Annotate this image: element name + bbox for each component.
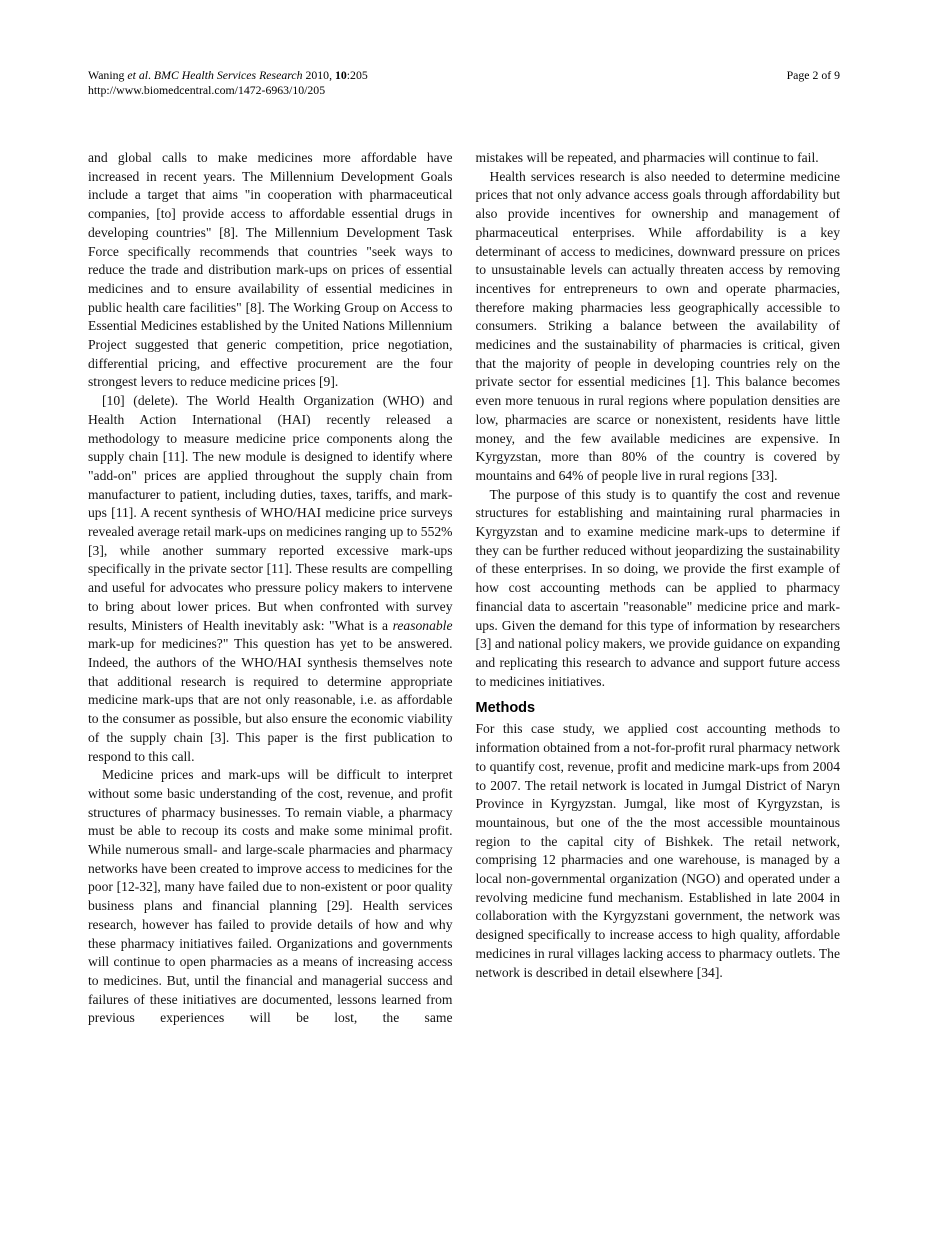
citation-line xyxy=(88,68,368,83)
citation-separator: . xyxy=(148,68,154,82)
page-number-label: Page 2 of 9 xyxy=(786,68,840,82)
paragraph: Medicine prices and mark-ups will be difficult to interpret without some basic understanding of the cost, revenue, and profit structures of pharmacy businesses. To remain viable, a pharmacy must be able to recoup its costs and make some minimal profit. While numerous small- and large-scale pharmacies and pharmacy networks have been created to improve access to medicines for the poor [12-32], many have failed due to non-existent or poor quality business plans and financial planning [29]. Health services research, however has failed to provide details of how and why these pharmacy initiatives failed. Organizations and governments will continue to open pharmacies as a means of increasing access to medicines. But, until the financial and managerial success and failures of these initiatives are documented, lessons learned from previous experiences will be lost, the same xyxy=(88,767,453,1026)
paragraph: Health services research is also needed to determine medicine prices that not only advance access goals through affordability but also provide incentives for ownership and management of pharmaceutical enterprises. While affordability is a key determinant of access to medicines, downward pressure on prices to unsustainable levels can actually threaten access by removing incentives for entrepreneurs to own and operate pharmacies, therefore making pharmacies less geographically accessible to consumers. Striking a balance between the availability of medicines and the sustainability of pharmacies is critical, given that the majority of people in developing countries rely on the private sector for essential medicines [1]. This balance becomes even more tenuous in rural regions where population densities are low, pharmacies are scarce or nonexistent, residents have little money, and the few available medicines are expensive. In Kyrgyzstan, more than 80% of the country is covered by mountains and 64% of people live in rural regions [33]. xyxy=(475,168,840,483)
citation-pages: :205 xyxy=(346,68,368,82)
citation-year: 2010, xyxy=(305,68,335,82)
paragraph: mistakes will be repeated, and pharmacies will continue to fail. xyxy=(475,150,819,165)
paragraph: and global calls to make medicines more affordable have increased in recent years. The Millennium Development Goals include a target that aims "in cooperation with pharmaceutical companies, [to] provide access to affordable essential drugs in developing countries" [8]. The Millennium Development Task Force specifically recommends that countries "seek ways to reduce the trade and distribution mark-ups on prices of essential medicines and to ensure availability of essential medicines in public health care facilities" [8]. The Working Group on Access to Essential Medicines established by the United Nations Millennium Project suggested that generic competition, price negotiation, differential pricing, and effective procurement are the four strongest levers to reduce medicine prices [9]. xyxy=(88,150,453,390)
paragraph: The purpose of this study is to quantify the cost and revenue structures for establishing and maintaining rural pharmacies in Kyrgyzstan and to examine medicine mark-ups to determine if they can be further reduced without jeopardizing the sustainability of these enterprises. In so doing, we provide the first example of how cost accounting methods can be applied to pharmacy financial data to ascertain "reasonable" medicine price and mark-ups. Given the demand for this type of information by researchers [3] and national policy makers, we provide guidance on expanding and replicating this research to advance and support future access to medicines initiatives. xyxy=(475,486,840,689)
citation-journal: BMC Health Services Research xyxy=(153,68,306,82)
paragraph-text: mark-up for medicines?" This question has yet to be answered. Indeed, the authors of the WHO/HAI synthesis themselves note that additional research is required to determine appropriate medicine mark-ups that are not only reasonable, i.e. as affordable to the consumer as possible, but also ensure the economic viability of the supply chain [3]. This paper is the first publication to respond to this call. xyxy=(88,636,453,764)
left-column xyxy=(88,149,453,1028)
article-body xyxy=(88,149,840,1028)
citation-url: http://www.biomedcentral.com/1472-6963/10/205 xyxy=(88,83,326,97)
citation-volume: 10 xyxy=(334,68,347,82)
running-header xyxy=(88,68,840,98)
citation-authors: Waning xyxy=(88,68,128,82)
right-column xyxy=(476,149,841,1028)
paragraph: For this case study, we applied cost accounting methods to information obtained from a not-for-profit rural pharmacy network to quantify cost, revenue, profit and medicine mark-ups from 2004 to 2007. The retail network is located in Jumgal District of Naryn Province in Kyrgyzstan. Jumgal, like most of Kyrgyzstan, is mountainous, but one of the the most accessible mountainous region to the capital city of Bishkek. The retail network, comprising 12 pharmacies and one warehouse, is managed by a local non-governmental organization (NGO) and operated under a revolving medicine fund mechanism. Established in late 2004 in collaboration with the Kyrgyzstani government, the network was designed specifically to increase access to high quality, affordable medicines in rural villages lacking access to pharmacy outlets. The network is described in detail elsewhere [34]. xyxy=(475,721,840,980)
citation-etal: et al xyxy=(127,68,148,82)
methods-section-heading: Methods xyxy=(475,700,536,717)
citation-block xyxy=(88,68,368,98)
emphasized-word: reasonable xyxy=(392,617,453,633)
paragraph-text: [10] (delete). The World Health Organization (WHO) and Health Action International (HAI) recently released a methodology to measure medicine price components along the supply chain [11]. The new module is designed to identify where "add-on" prices are applied throughout the supply chain from manufacturer to patient, including duties, taxes, tariffs, and mark-ups [11]. A recent synthesis of WHO/HAI medicine price surveys revealed average retail mark-ups on medicines ranging up to 552% [3], while another summary reported excessive mark-ups specifically in the private sector [11]. These results are compelling and useful for advocates who pressure policy makers to intervene to bring about lower prices. But when confronted with survey results, Ministers of Health inevitably ask: "What is a xyxy=(88,393,453,633)
paragraph xyxy=(88,392,453,766)
